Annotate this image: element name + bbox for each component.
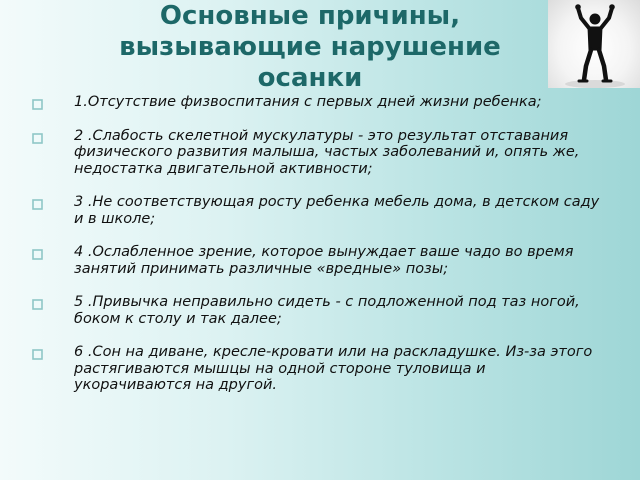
list-item [30, 244, 600, 277]
list-item [30, 94, 600, 111]
list-item [30, 128, 600, 178]
hollow-square-bullet-icon [32, 249, 43, 260]
list-item [30, 294, 600, 327]
victory-pose-silhouette-icon [548, 0, 640, 88]
hollow-square-bullet-icon [32, 99, 43, 110]
list-item-text: 2 .Слабость скелетной мускулатуры - это результат отставания физического развития малыша, частых заболеваний и, опять же, недостатка двигательной активности; [74, 127, 580, 177]
list-item [30, 194, 600, 227]
title-line-3: осанки [257, 63, 363, 94]
title-line-2: вызывающие нарушение [119, 32, 501, 63]
hollow-square-bullet-icon [32, 299, 43, 310]
list-item-text: 5 .Привычка неправильно сидеть - с подложенной под таз ногой, боком к столу и так далее; [74, 294, 580, 327]
hollow-square-bullet-icon [32, 199, 43, 210]
hollow-square-bullet-icon [32, 349, 43, 360]
list-item-text: 1.Отсутствие физвоспитания с первых дней жизни ребенка; [74, 94, 542, 110]
list-item [30, 344, 600, 394]
title-line-1: Основные причины, [159, 1, 461, 32]
slide-title [40, 1, 580, 94]
hollow-square-bullet-icon [32, 133, 43, 144]
list-item-text: 3 .Не соответствующая росту ребенка мебель дома, в детском саду и в школе; [74, 194, 600, 227]
list-item-text: 6 .Сон на диване, кресле-кровати или на раскладушке. Из-за этого растягиваются мышцы на одной стороне туловища и укорачиваются на другой. [74, 344, 593, 393]
list-item-text: 4 .Ослабленное зрение, которое вынуждает ваше чадо во время занятий принимать различные «вредные» позы; [74, 244, 574, 277]
causes-list [30, 94, 600, 411]
